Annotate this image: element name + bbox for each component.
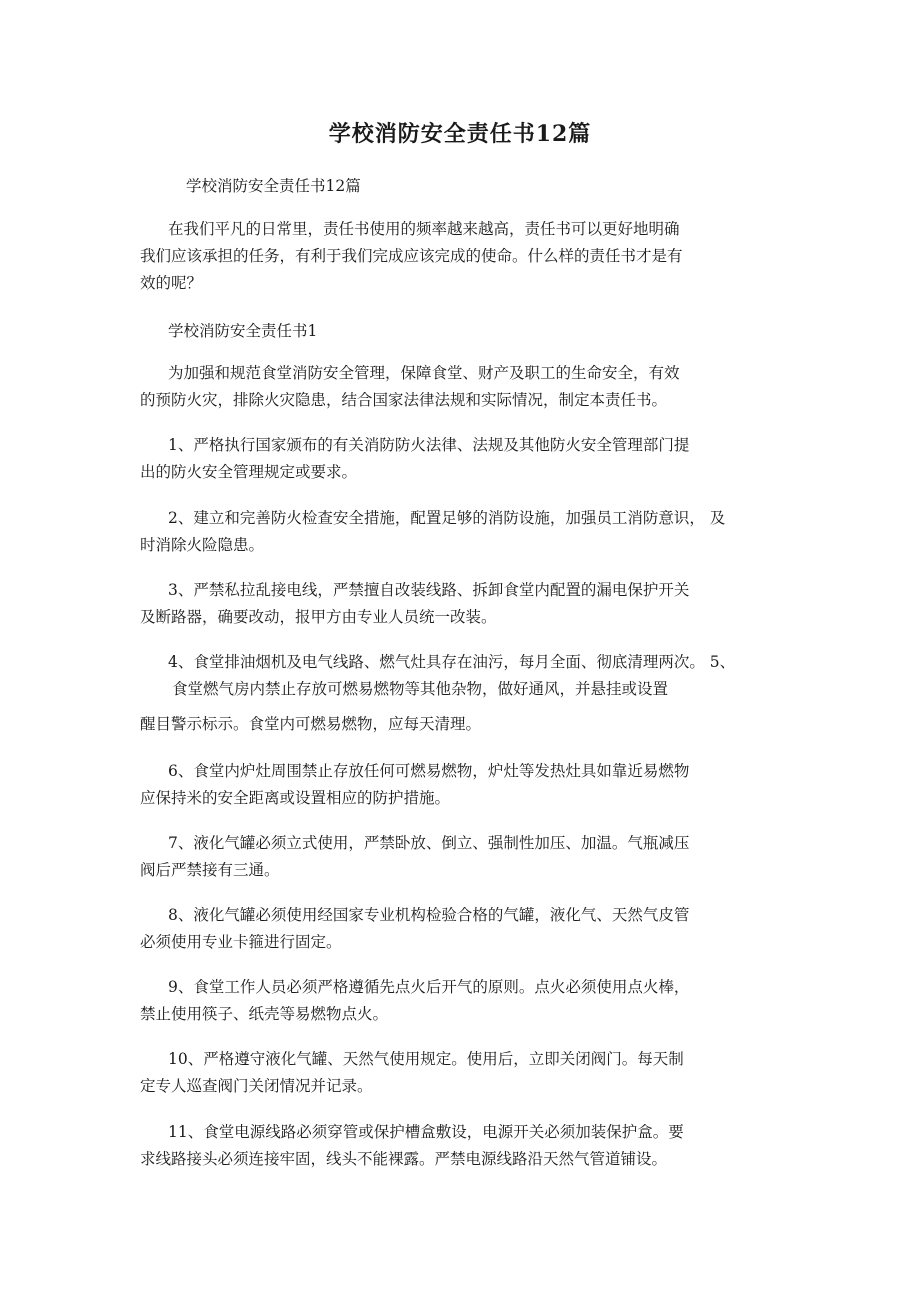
list-item xyxy=(140,758,808,812)
document-subtitle: 学校消防安全责任书12篇 xyxy=(186,177,361,195)
list-item xyxy=(140,649,808,738)
text-line: 11、食堂电源线路必须穿管或保护槽盒敷设，电源开关必须加装保护盒。要 xyxy=(168,1123,684,1141)
text-line: 定专人巡查阀门关闭情况并记录。 xyxy=(140,1077,373,1095)
list-item xyxy=(140,1046,808,1100)
text-line: 2、建立和完善防火检查安全措施，配置足够的消防设施，加强员工消防意识， 及 xyxy=(168,509,726,527)
text-line: 9、食堂工作人员必须严格遵循先点火后开气的原则。点火必须使用点火棒， xyxy=(168,978,690,996)
list-item xyxy=(140,830,808,884)
text-line: 食堂燃气房内禁止存放可燃易燃物等其他杂物，做好通风，并悬挂或设置 xyxy=(172,680,669,698)
intro-paragraph xyxy=(140,216,808,297)
text-line: 的预防火灾，排除火灾隐患，结合国家法律法规和实际情况，制定本责任书。 xyxy=(140,391,668,409)
list-item xyxy=(140,505,808,559)
section-heading xyxy=(140,318,808,345)
text-line: 效的呢？ xyxy=(140,274,203,292)
text-line: 10、严格遵守液化气罐、天然气使用规定。使用后，立即关闭阀门。每天制 xyxy=(168,1050,684,1068)
text-line: 出的防火安全管理规定或要求。 xyxy=(140,463,358,481)
text-line: 7、液化气罐必须立式使用，严禁卧放、倒立、强制性加压、加温。气瓶减压 xyxy=(168,834,690,852)
text-line: 阀后严禁接有三通。 xyxy=(140,861,280,879)
list-item xyxy=(140,432,808,486)
text-line: 时消除火险隐患。 xyxy=(140,536,265,554)
text-line: 应保持米的安全距离或设置相应的防护措施。 xyxy=(140,789,451,807)
list-item xyxy=(140,974,808,1028)
text-line: 禁止使用筷子、纸壳等易燃物点火。 xyxy=(140,1005,389,1023)
text-line: 在我们平凡的日常里，责任书使用的频率越来越高，责任书可以更好地明确 xyxy=(168,220,680,238)
text-line: 醒目警示标示。食堂内可燃易燃物，应每天清理。 xyxy=(140,715,482,733)
text-line: 4、食堂排油烟机及电气线路、燃气灶具存在油污，每月全面、彻底清理两次。 5、 xyxy=(168,653,736,671)
text-line: 为加强和规范食堂消防安全管理，保障食堂、财产及职工的生命安全，有效 xyxy=(168,364,680,382)
list-item xyxy=(140,577,808,631)
document-title: 学校消防安全责任书12篇 xyxy=(328,121,592,147)
text-line: 及断路器，确要改动，报甲方由专业人员统一改装。 xyxy=(140,608,497,626)
list-item xyxy=(140,902,808,956)
text-line: 6、食堂内炉灶周围禁止存放任何可燃易燃物，炉灶等发热灶具如靠近易燃物 xyxy=(168,762,690,780)
text-line: 求线路接头必须连接牢固，线头不能裸露。严禁电源线路沿天然气管道铺设。 xyxy=(140,1150,668,1168)
section-heading-text: 学校消防安全责任书1 xyxy=(168,322,318,340)
text-line: 必须使用专业卡箍进行固定。 xyxy=(140,933,342,951)
text-line: 3、严禁私拉乱接电线，严禁擅自改装线路、拆卸食堂内配置的漏电保护开关 xyxy=(168,581,690,599)
text-line: 8、液化气罐必须使用经国家专业机构检验合格的气罐，液化气、天然气皮管 xyxy=(168,906,690,924)
text-line: 我们应该承担的任务，有利于我们完成应该完成的使命。什么样的责任书才是有 xyxy=(140,247,683,265)
text-line: 1、严格执行国家颁布的有关消防防火法律、法规及其他防火安全管理部门提 xyxy=(168,436,690,454)
preamble-paragraph xyxy=(140,360,808,414)
list-item xyxy=(140,1119,808,1173)
